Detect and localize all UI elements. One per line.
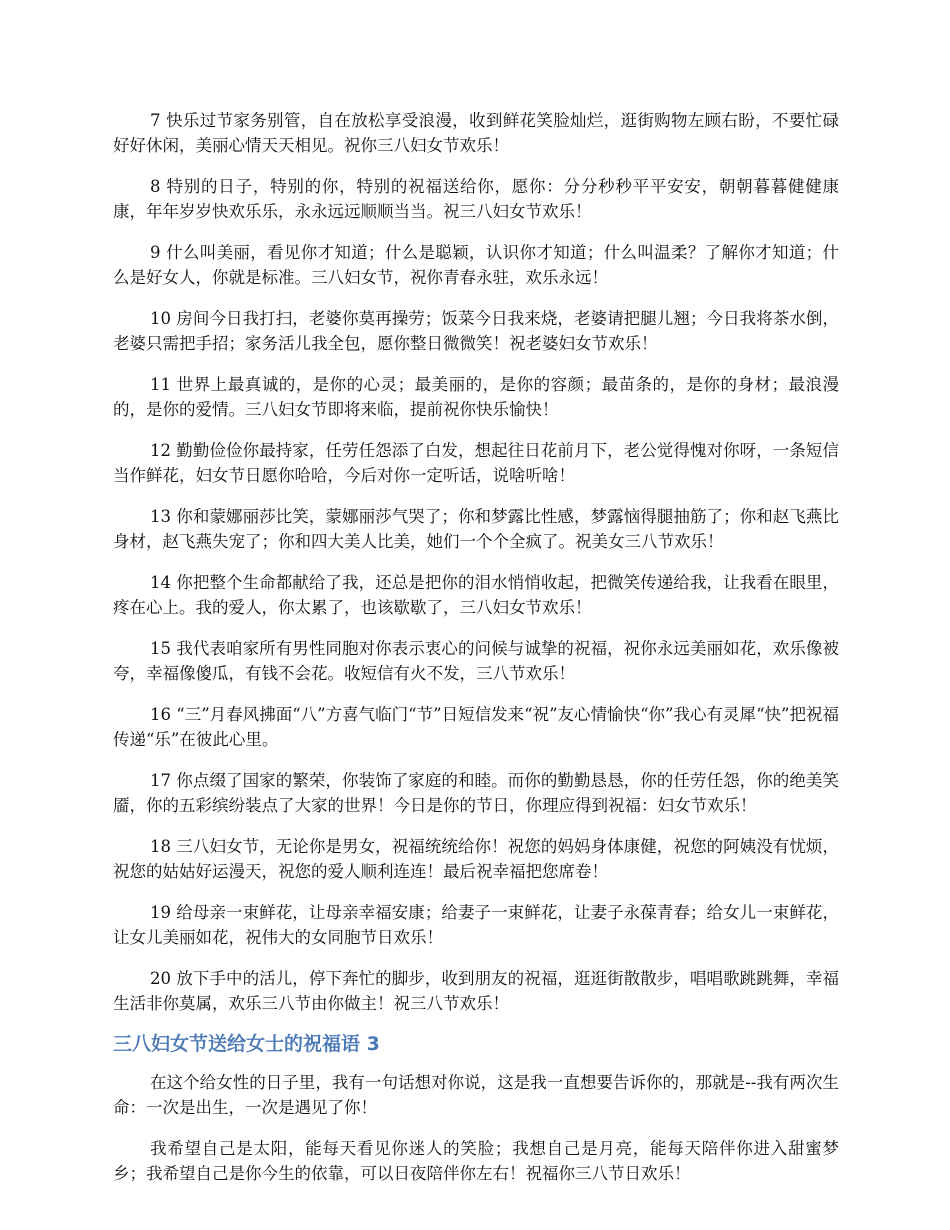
section-paragraph: 在这个给女性的日子里，我有一句话想对你说，这是我一直想要告诉你的，那就是--我有两次生命：一次是出生，一次是遇见了你！: [113, 1073, 839, 1117]
paragraph-10: 10 房间今日我打扫，老婆你莫再操劳；饭菜今日我来烧，老婆请把腿儿翘；今日我将茶水倒，老婆只需把手招；家务活儿我全包，愿你整日微微笑！祝老婆妇女节欢乐！: [113, 309, 839, 353]
paragraph-20: 20 放下手中的活儿，停下奔忙的脚步，收到朋友的祝福，逛逛街散散步，唱唱歌跳跳舞，幸福生活非你莫属，欢乐三八节由你做主！祝三八节欢乐！: [113, 969, 839, 1013]
paragraph-14: 14 你把整个生命都献给了我，还总是把你的泪水悄悄收起，把微笑传递给我，让我看在眼里，疼在心上。我的爱人，你太累了，也该歇歇了，三八妇女节欢乐！: [113, 573, 839, 617]
paragraph-9: 9 什么叫美丽，看见你才知道；什么是聪颖，认识你才知道；什么叫温柔？了解你才知道；什么是好女人，你就是标准。三八妇女节，祝你青春永驻，欢乐永远！: [113, 243, 839, 287]
paragraph-11: 11 世界上最真诚的，是你的心灵；最美丽的，是你的容颜；最苗条的，是你的身材；最浪漫的，是你的爱情。三八妇女节即将来临，提前祝你快乐愉快！: [113, 375, 839, 419]
paragraph-16: 16 “三”月春风拂面“八”方喜气临门“节”日短信发来“祝”友心情愉快“你”我心有灵犀“快”把祝福传递“乐”在彼此心里。: [113, 705, 839, 749]
section-heading: 三八妇女节送给女士的祝福语 3: [113, 1033, 380, 1055]
paragraph-15: 15 我代表咱家所有男性同胞对你表示衷心的问候与诚挚的祝福，祝你永远美丽如花，欢乐像被夸，幸福像傻瓜，有钱不会花。收短信有火不发，三八节欢乐！: [113, 639, 839, 683]
section-paragraph: 我希望自己是太阳，能每天看见你迷人的笑脸；我想自己是月亮，能每天陪伴你进入甜蜜梦乡；我希望自己是你今生的依靠，可以日夜陪伴你左右！祝福你三八节日欢乐！: [113, 1139, 839, 1183]
document-body: [113, 108, 839, 1202]
paragraph-17: 17 你点缀了国家的繁荣，你装饰了家庭的和睦。而你的勤勤恳恳，你的任劳任怨，你的绝美笑靥，你的五彩缤纷装点了大家的世界！今日是你的节日，你理应得到祝福：妇女节欢乐！: [113, 771, 839, 815]
paragraph-8: 8 特别的日子，特别的你，特别的祝福送给你，愿你：分分秒秒平平安安，朝朝暮暮健健康康，年年岁岁快欢乐乐，永永远远顺顺当当。祝三八妇女节欢乐！: [113, 177, 839, 221]
paragraph-18: 18 三八妇女节，无论你是男女，祝福统统给你！祝您的妈妈身体康健，祝您的阿姨没有忧烦，祝您的姑姑好运漫天，祝您的爱人顺利连连！最后祝幸福把您席卷！: [113, 837, 839, 881]
paragraph-12: 12 勤勤俭俭你最持家，任劳任怨添了白发，想起往日花前月下，老公觉得愧对你呀，一条短信当作鲜花，妇女节日愿你哈哈，今后对你一定听话，说啥听啥！: [113, 441, 839, 485]
paragraph-7: 7 快乐过节家务别管，自在放松享受浪漫，收到鲜花笑脸灿烂，逛街购物左顾右盼，不要忙碌好好休闲，美丽心情天天相见。祝你三八妇女节欢乐！: [113, 111, 839, 155]
paragraph-13: 13 你和蒙娜丽莎比笑，蒙娜丽莎气哭了；你和梦露比性感，梦露恼得腿抽筋了；你和赵飞燕比身材，赵飞燕失宠了；你和四大美人比美，她们一个个全疯了。祝美女三八节欢乐！: [113, 507, 839, 551]
paragraph-19: 19 给母亲一束鲜花，让母亲幸福安康；给妻子一束鲜花，让妻子永葆青春；给女儿一束鲜花，让女儿美丽如花，祝伟大的女同胞节日欢乐！: [113, 903, 839, 947]
